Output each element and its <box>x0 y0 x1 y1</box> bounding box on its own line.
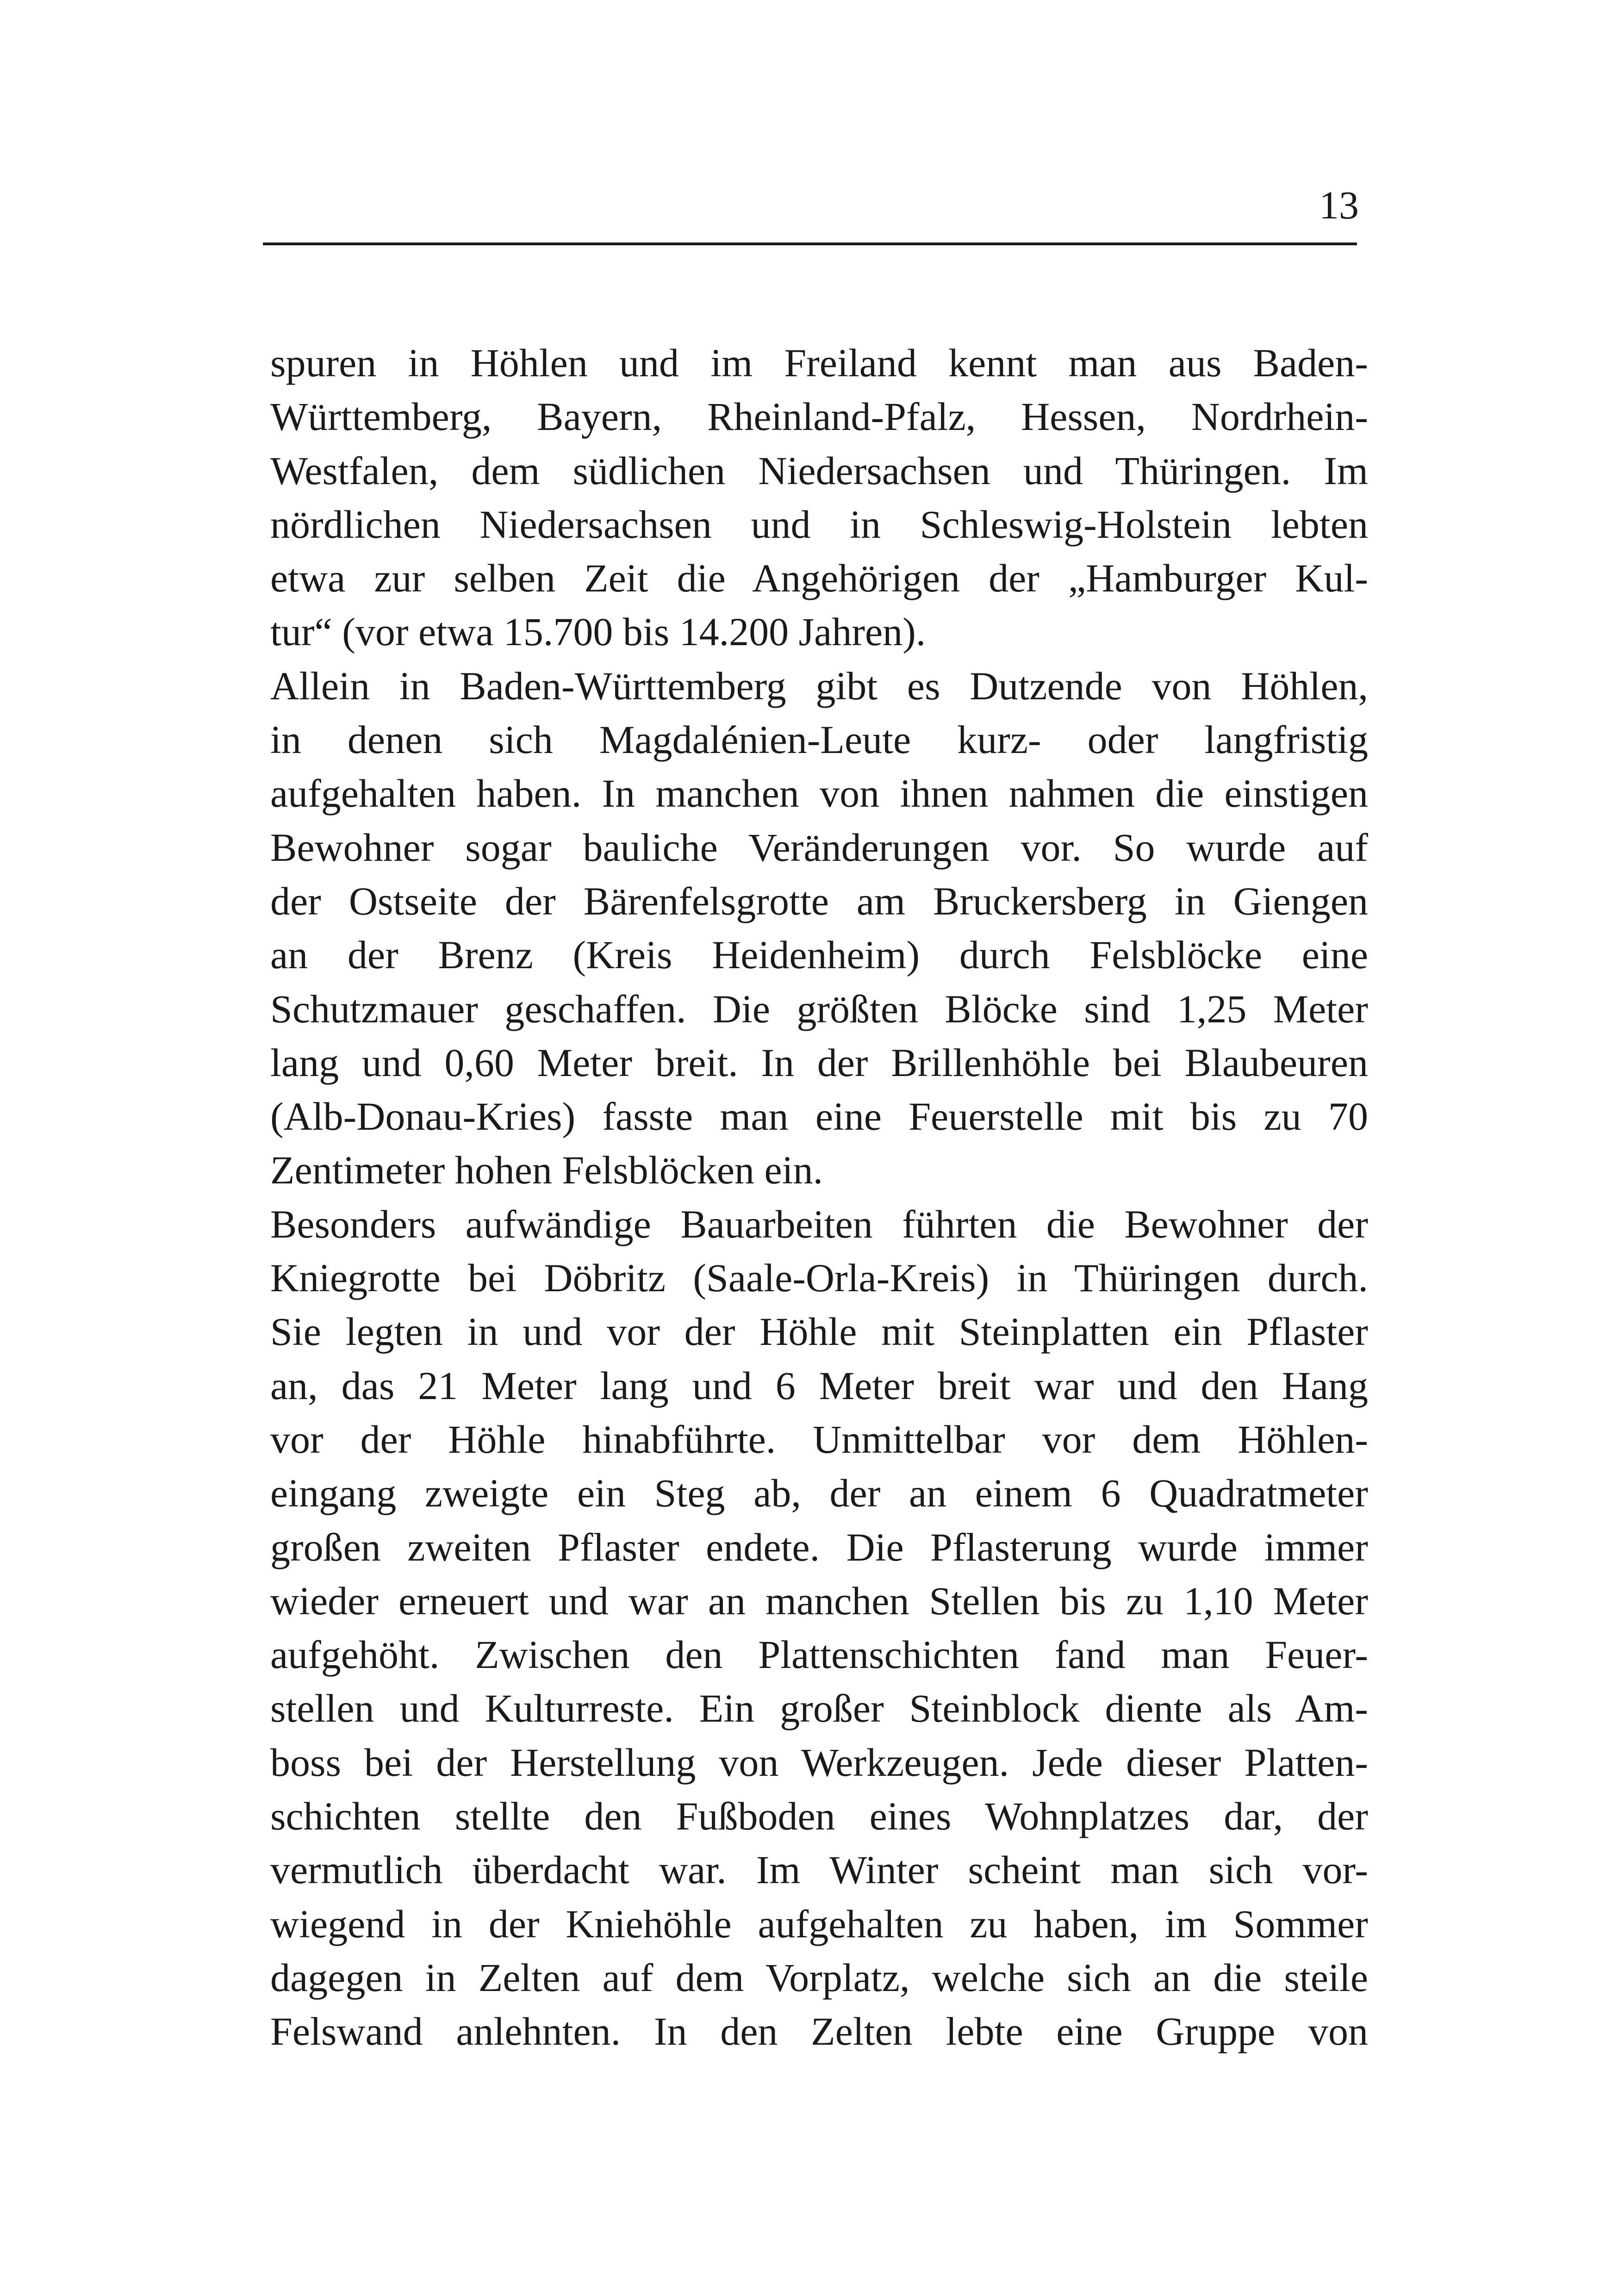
text-line: Allein in Baden-Württemberg gibt es Dutzende von Höhlen, <box>270 663 1368 708</box>
text-line: aufgehalten haben. In manchen von ihnen nahmen die einstigen <box>270 771 1368 816</box>
text-line: tur“ (vor etwa 15.700 bis 14.200 Jahren). <box>270 610 926 654</box>
text-line: Besonders aufwändige Bauarbeiten führten die Bewohner der <box>270 1201 1368 1246</box>
text-line: (Alb-Donau-Kries) fasste man eine Feuerstelle mit bis zu 70 <box>270 1094 1368 1139</box>
text-line: aufgehöht. Zwischen den Plattenschichten fand man Feuer- <box>270 1632 1368 1677</box>
text-line: wieder erneuert und war an manchen Stellen bis zu 1,10 Meter <box>270 1578 1368 1623</box>
text-line: nördlichen Niedersachsen und in Schleswig-Holstein lebten <box>270 502 1368 547</box>
text-line: an der Brenz (Kreis Heidenheim) durch Felsblöcke eine <box>270 933 1368 977</box>
text-line: stellen und Kulturreste. Ein großer Steinblock diente als Am- <box>270 1686 1368 1731</box>
text-line: eingang zweigte ein Steg ab, der an einem 6 Quadratmeter <box>270 1471 1368 1516</box>
text-line: etwa zur selben Zeit die Angehörigen der „Hamburger Kul- <box>270 556 1368 601</box>
text-line: Westfalen, dem südlichen Niedersachsen und Thüringen. Im <box>270 448 1368 493</box>
text-line: Kniegrotte bei Döbritz (Saale-Orla-Kreis) in Thüringen durch. <box>270 1256 1368 1300</box>
text-line: Sie legten in und vor der Höhle mit Steinplatten ein Pflaster <box>270 1309 1368 1354</box>
text-line: in denen sich Magdalénien-Leute kurz- oder langfristig <box>270 717 1368 762</box>
header-rule <box>263 243 1357 245</box>
page-number: 13 <box>1319 183 1359 227</box>
text-line: Württemberg, Bayern, Rheinland-Pfalz, Hessen, Nordrhein- <box>270 394 1368 439</box>
text-line: Bewohner sogar bauliche Veränderungen vor. So wurde auf <box>270 825 1368 870</box>
text-line: Felswand anlehnten. In den Zelten lebte eine Gruppe von <box>270 2009 1368 2054</box>
text-line: Schutzmauer geschaffen. Die größten Blöcke sind 1,25 Meter <box>270 986 1368 1031</box>
text-line: Zentimeter hohen Felsblöcken ein. <box>270 1148 823 1193</box>
text-line: wiegend in der Kniehöhle aufgehalten zu haben, im Sommer <box>270 1901 1368 1946</box>
text-line: der Ostseite der Bärenfelsgrotte am Bruckersberg in Giengen <box>270 878 1368 923</box>
text-line: schichten stellte den Fußboden eines Wohnplatzes dar, der <box>270 1794 1368 1839</box>
text-line: boss bei der Herstellung von Werkzeugen. Jede dieser Platten- <box>270 1740 1368 1785</box>
text-line: vermutlich überdacht war. Im Winter scheint man sich vor- <box>270 1848 1368 1892</box>
text-line: vor der Höhle hinabführte. Unmittelbar vor dem Höhlen- <box>270 1417 1368 1462</box>
text-line: lang und 0,60 Meter breit. In der Brillenhöhle bei Blaubeuren <box>270 1040 1368 1085</box>
text-line: großen zweiten Pflaster endete. Die Pflasterung wurde immer <box>270 1524 1368 1569</box>
text-line: spuren in Höhlen und im Freiland kennt man aus Baden- <box>270 341 1368 385</box>
text-line: an, das 21 Meter lang und 6 Meter breit war und den Hang <box>270 1363 1368 1408</box>
text-line: dagegen in Zelten auf dem Vorplatz, welche sich an die steile <box>270 1955 1368 2000</box>
body-text <box>270 336 1368 2059</box>
